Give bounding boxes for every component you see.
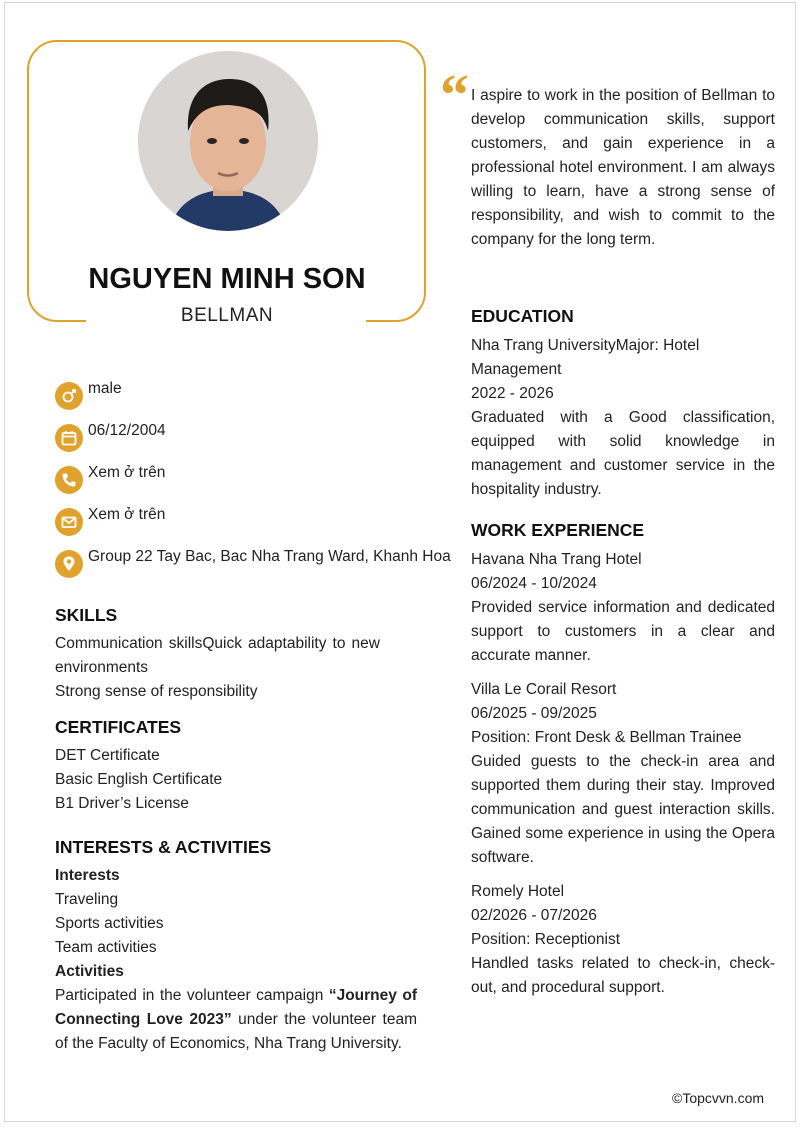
education-period: 2022 - 2026 (471, 385, 554, 402)
candidate-name: NGUYEN MINH SON (88, 263, 366, 295)
education-entry (471, 334, 775, 502)
phone-text: Xem ở trên (88, 464, 166, 481)
interest-item: Sports activities (55, 915, 164, 932)
education-heading: EDUCATION (471, 306, 574, 326)
phone-icon (55, 466, 83, 494)
certificate-item: Basic English Certificate (55, 771, 223, 788)
education-description: Graduated with a Good classification, equipped with solid knowledge in management and customer service in the hospitality industry. (471, 409, 775, 498)
gender-icon (55, 382, 83, 410)
career-objective: I aspire to work in the position of Bellman to develop communication skills, support customers, and gain experience in a professional hotel environment. I am always willing to learn, have a strong sense of responsibility, and wish to commit to the company for the long term. (471, 87, 775, 248)
info-row-birthday (55, 417, 451, 459)
job-description: Handled tasks related to check-in, check-out, and procedural support. (471, 955, 775, 996)
job-description: Guided guests to the check-in area and supported them during their stay. Improved communication and guest interaction skills. Gained some experience in using the Opera software. (471, 753, 775, 866)
job-period: 06/2025 - 09/2025 (471, 705, 597, 722)
activities-label: Activities (55, 963, 124, 980)
job-entry (471, 678, 775, 870)
address-text: Group 22 Tay Bac, Bac Nha Trang Ward, Khanh Hoa (88, 548, 451, 565)
experience-heading: WORK EXPERIENCE (471, 520, 645, 540)
mail-icon (55, 508, 83, 536)
job-position: Position: Receptionist (471, 931, 621, 948)
interests-section (55, 864, 417, 1056)
activity-text: Participated in the volunteer campaign (55, 987, 329, 1004)
activity-campaign-name: “Journey of Connecting Love 2023” (55, 987, 418, 1028)
skills-heading: SKILLS (55, 605, 118, 625)
skills-list (55, 632, 380, 704)
birthday-text: 06/12/2004 (88, 422, 166, 439)
job-entry (471, 548, 775, 668)
school-name: Nha Trang UniversityMajor: Hotel Management (471, 337, 700, 378)
activity-description (55, 984, 417, 1056)
interests-heading: INTERESTS & ACTIVITIES (55, 837, 272, 857)
email-text: Xem ở trên (88, 506, 166, 523)
job-title: BELLMAN (180, 305, 274, 326)
footer-watermark: ©Topcvvn.com (672, 1090, 765, 1106)
certificate-item: DET Certificate (55, 747, 160, 764)
experience-list (471, 548, 775, 1010)
certificates-list (55, 744, 415, 816)
info-row-address (55, 543, 451, 585)
job-entry (471, 880, 775, 1000)
info-row-gender (55, 375, 451, 417)
skill-item: Communication skillsQuick adaptability to new environments (55, 635, 380, 676)
skill-item: Strong sense of responsibility (55, 683, 258, 700)
location-icon (55, 550, 83, 578)
calendar-icon (55, 424, 83, 452)
info-row-phone (55, 459, 451, 501)
job-position: Position: Front Desk & Bellman Trainee (471, 729, 742, 746)
interest-item: Traveling (55, 891, 119, 908)
job-description: Provided service information and dedicated support to customers in a clear and accurate manner. (471, 599, 775, 664)
personal-info (55, 375, 451, 585)
interest-item: Team activities (55, 939, 157, 956)
activity-text-end: under the volunteer team of the Faculty of Economics, Nha Trang University. (55, 1011, 418, 1052)
job-period: 06/2024 - 10/2024 (471, 575, 597, 592)
info-row-email (55, 501, 451, 543)
job-period: 02/2026 - 07/2026 (471, 907, 597, 924)
interests-label: Interests (55, 867, 120, 884)
company-name: Havana Nha Trang Hotel (471, 551, 642, 568)
certificates-heading: CERTIFICATES (55, 717, 182, 737)
avatar (138, 51, 318, 231)
company-name: Villa Le Corail Resort (471, 681, 617, 698)
gender-text: male (88, 380, 122, 397)
company-name: Romely Hotel (471, 883, 565, 900)
certificate-item: B1 Driver’s License (55, 795, 189, 812)
quote-icon: “ (440, 62, 469, 127)
